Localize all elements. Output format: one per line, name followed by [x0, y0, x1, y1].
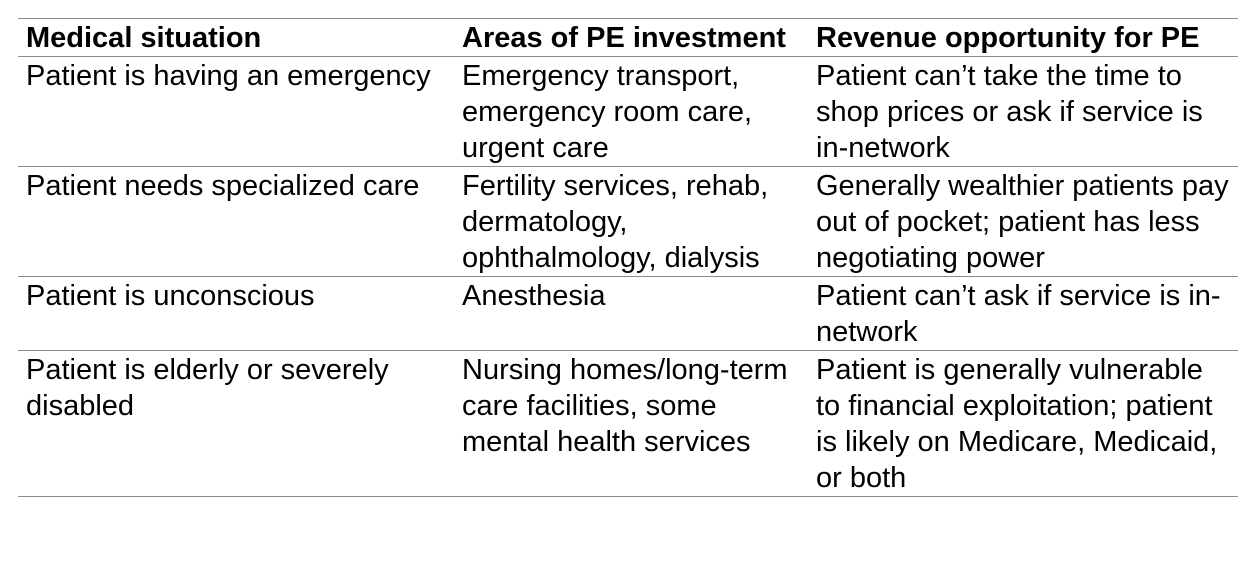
table-cell-medical-situation: Patient is elderly or severely disabled — [18, 351, 454, 497]
table-row — [18, 167, 1238, 277]
table-row — [18, 351, 1238, 497]
table-cell-revenue-opportunity: Generally wealthier patients pay out of pocket; patient has less negotiating power — [808, 167, 1238, 277]
table-row — [18, 57, 1238, 167]
pe-investment-table-container — [18, 18, 1238, 497]
table-cell-areas-of-pe-investment: Nursing homes/long-term care facilities, some mental health services — [454, 351, 808, 497]
table-cell-areas-of-pe-investment: Emergency transport, emergency room care, urgent care — [454, 57, 808, 167]
column-header-areas-of-pe-investment: Areas of PE investment — [454, 19, 808, 57]
table-cell-areas-of-pe-investment: Fertility services, rehab, dermatology, ophthalmology, dialysis — [454, 167, 808, 277]
table-cell-medical-situation: Patient needs specialized care — [18, 167, 454, 277]
column-header-medical-situation: Medical situation — [18, 19, 454, 57]
table-cell-medical-situation: Patient is having an emergency — [18, 57, 454, 167]
table-row — [18, 277, 1238, 351]
pe-investment-table — [18, 18, 1238, 497]
table-cell-revenue-opportunity: Patient is generally vulnerable to financial exploitation; patient is likely on Medicare, Medicaid, or both — [808, 351, 1238, 497]
table-cell-revenue-opportunity: Patient can’t ask if service is in-network — [808, 277, 1238, 351]
column-header-revenue-opportunity: Revenue opportunity for PE — [808, 19, 1238, 57]
table-cell-revenue-opportunity: Patient can’t take the time to shop prices or ask if service is in-network — [808, 57, 1238, 167]
table-header-row — [18, 19, 1238, 57]
table-cell-areas-of-pe-investment: Anesthesia — [454, 277, 808, 351]
table-cell-medical-situation: Patient is unconscious — [18, 277, 454, 351]
